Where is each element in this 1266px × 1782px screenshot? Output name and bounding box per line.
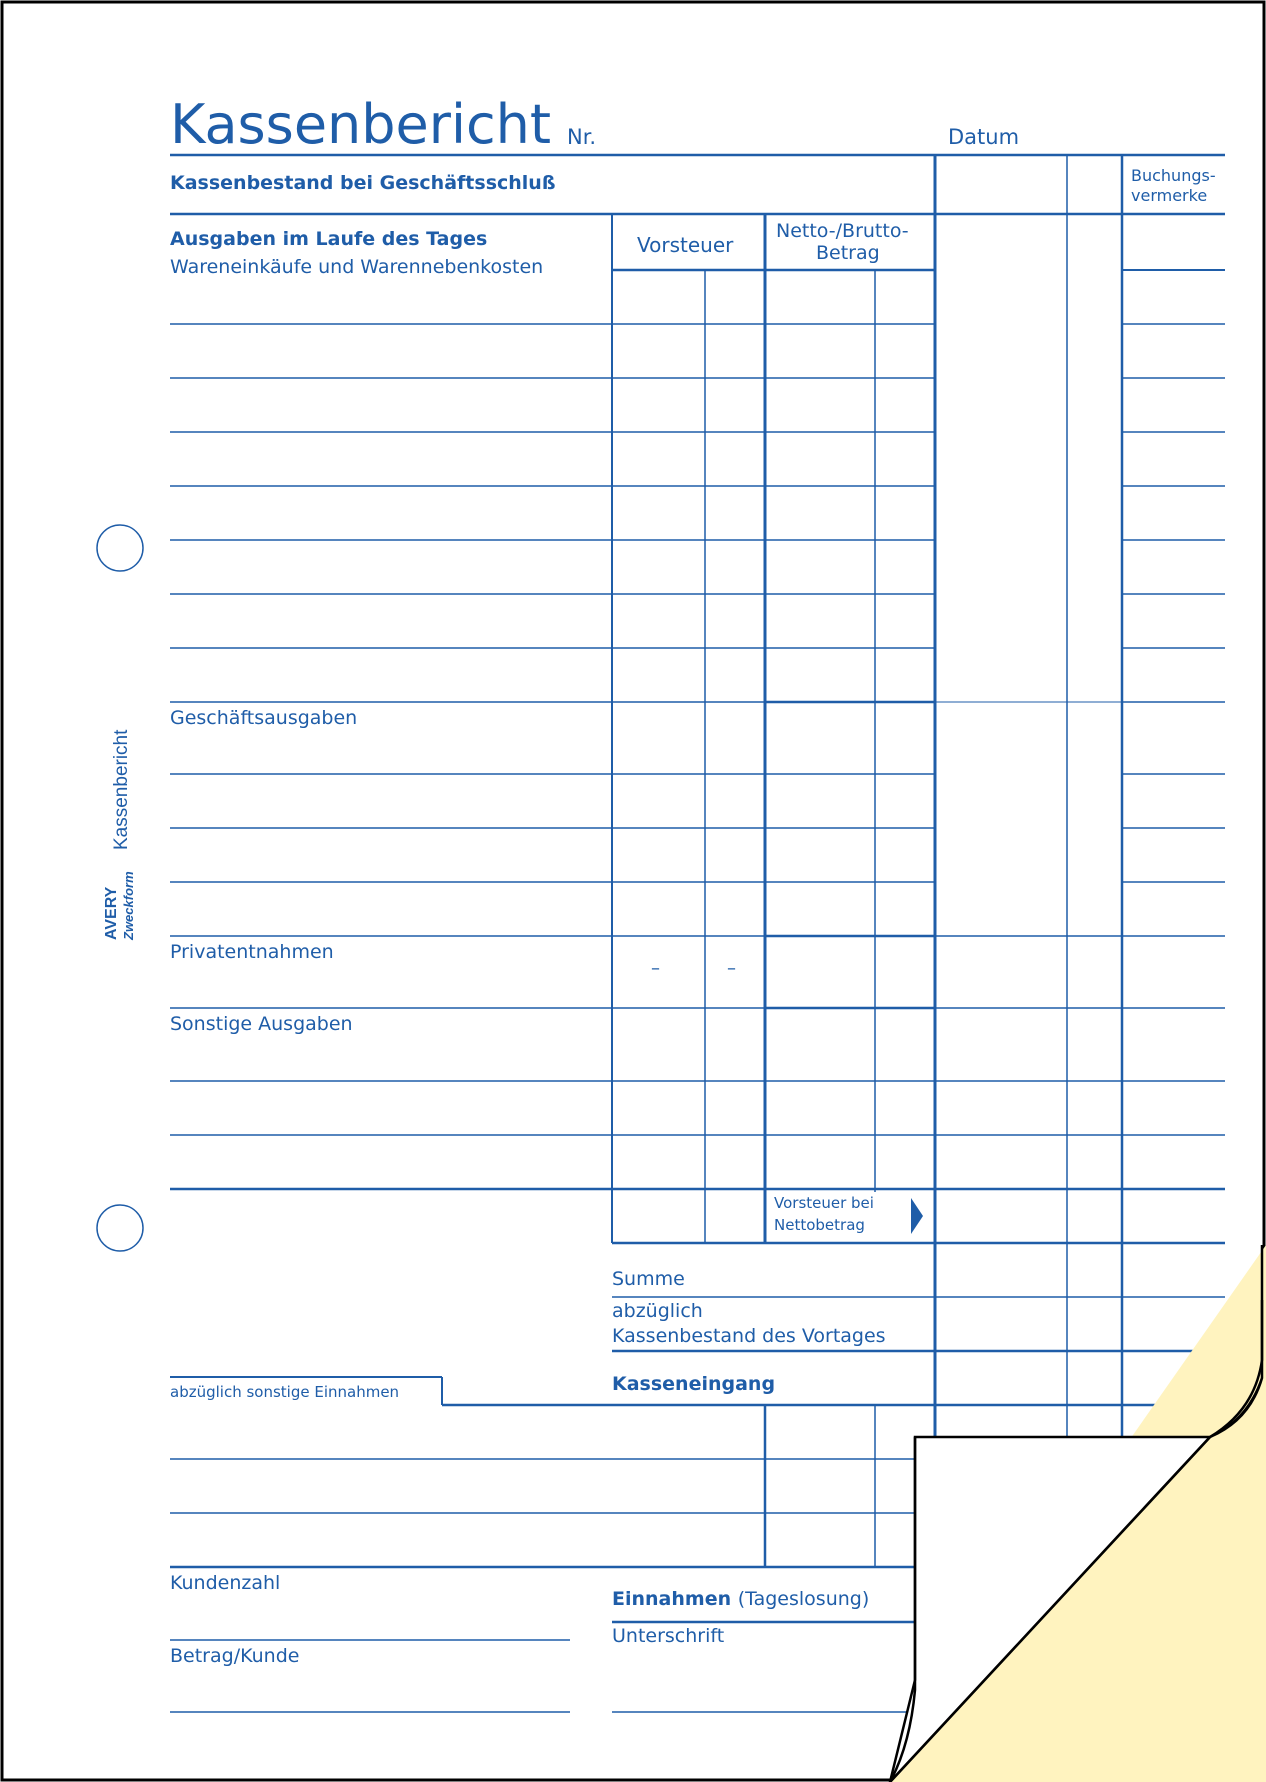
einnahmen-bold: Einnahmen <box>612 1588 732 1610</box>
privatentnahmen-label: Privatentnahmen <box>170 941 334 963</box>
datum-label: Datum <box>948 125 1020 149</box>
buchungsvermerke-label-2: vermerke <box>1131 186 1208 205</box>
ausgaben-label: Ausgaben im Laufe des Tages <box>170 228 488 250</box>
sonstige-einnahmen-label: abzüglich sonstige Einnahmen <box>170 1383 400 1401</box>
privatentnahmen-dash-2: – <box>727 958 736 979</box>
abzueglich-label: abzüglich <box>612 1300 703 1322</box>
netto-brutto-header-1: Netto-/Brutto- <box>776 220 909 242</box>
unterschrift-label: Unterschrift <box>612 1625 725 1647</box>
avery-logo: AVERY <box>103 886 120 940</box>
zweckform-logo: Zweckform <box>121 871 136 940</box>
side-label <box>100 680 140 940</box>
wareneinkaeufe-label: Wareneinkäufe und Warennebenkosten <box>170 256 544 278</box>
kassenbestand-label: Kassenbestand bei Geschäftsschluß <box>170 172 556 194</box>
form-title: Kassenbericht <box>170 93 552 156</box>
punch-hole-bottom <box>97 1205 143 1251</box>
tageslosung-label: (Tageslosung) <box>737 1588 870 1610</box>
side-title: Kassenbericht <box>111 729 132 850</box>
vorsteuer-netto-label-2: Nettobetrag <box>774 1216 865 1234</box>
kassenbestand-vortag-label: Kassenbestand des Vortages <box>612 1325 886 1347</box>
sonstige-ausgaben-label: Sonstige Ausgaben <box>170 1013 353 1035</box>
privatentnahmen-dash-1: – <box>651 958 660 979</box>
netto-brutto-header-2: Betrag <box>816 242 880 264</box>
kundenzahl-label: Kundenzahl <box>170 1572 281 1594</box>
buchungsvermerke-label-1: Buchungs- <box>1131 166 1216 185</box>
vorsteuer-header: Vorsteuer <box>637 233 734 257</box>
betrag-kunde-label: Betrag/Kunde <box>170 1645 300 1667</box>
summe-label: Summe <box>612 1268 685 1290</box>
arrow-right-icon <box>911 1198 923 1234</box>
punch-hole-top <box>97 525 143 571</box>
geschaeftsausgaben-label: Geschäftsausgaben <box>170 707 358 729</box>
nr-label: Nr. <box>567 125 597 149</box>
vorsteuer-netto-label-1: Vorsteuer bei <box>774 1194 874 1212</box>
einnahmen-label <box>612 1590 869 1609</box>
kasseneingang-label: Kasseneingang <box>612 1373 776 1395</box>
